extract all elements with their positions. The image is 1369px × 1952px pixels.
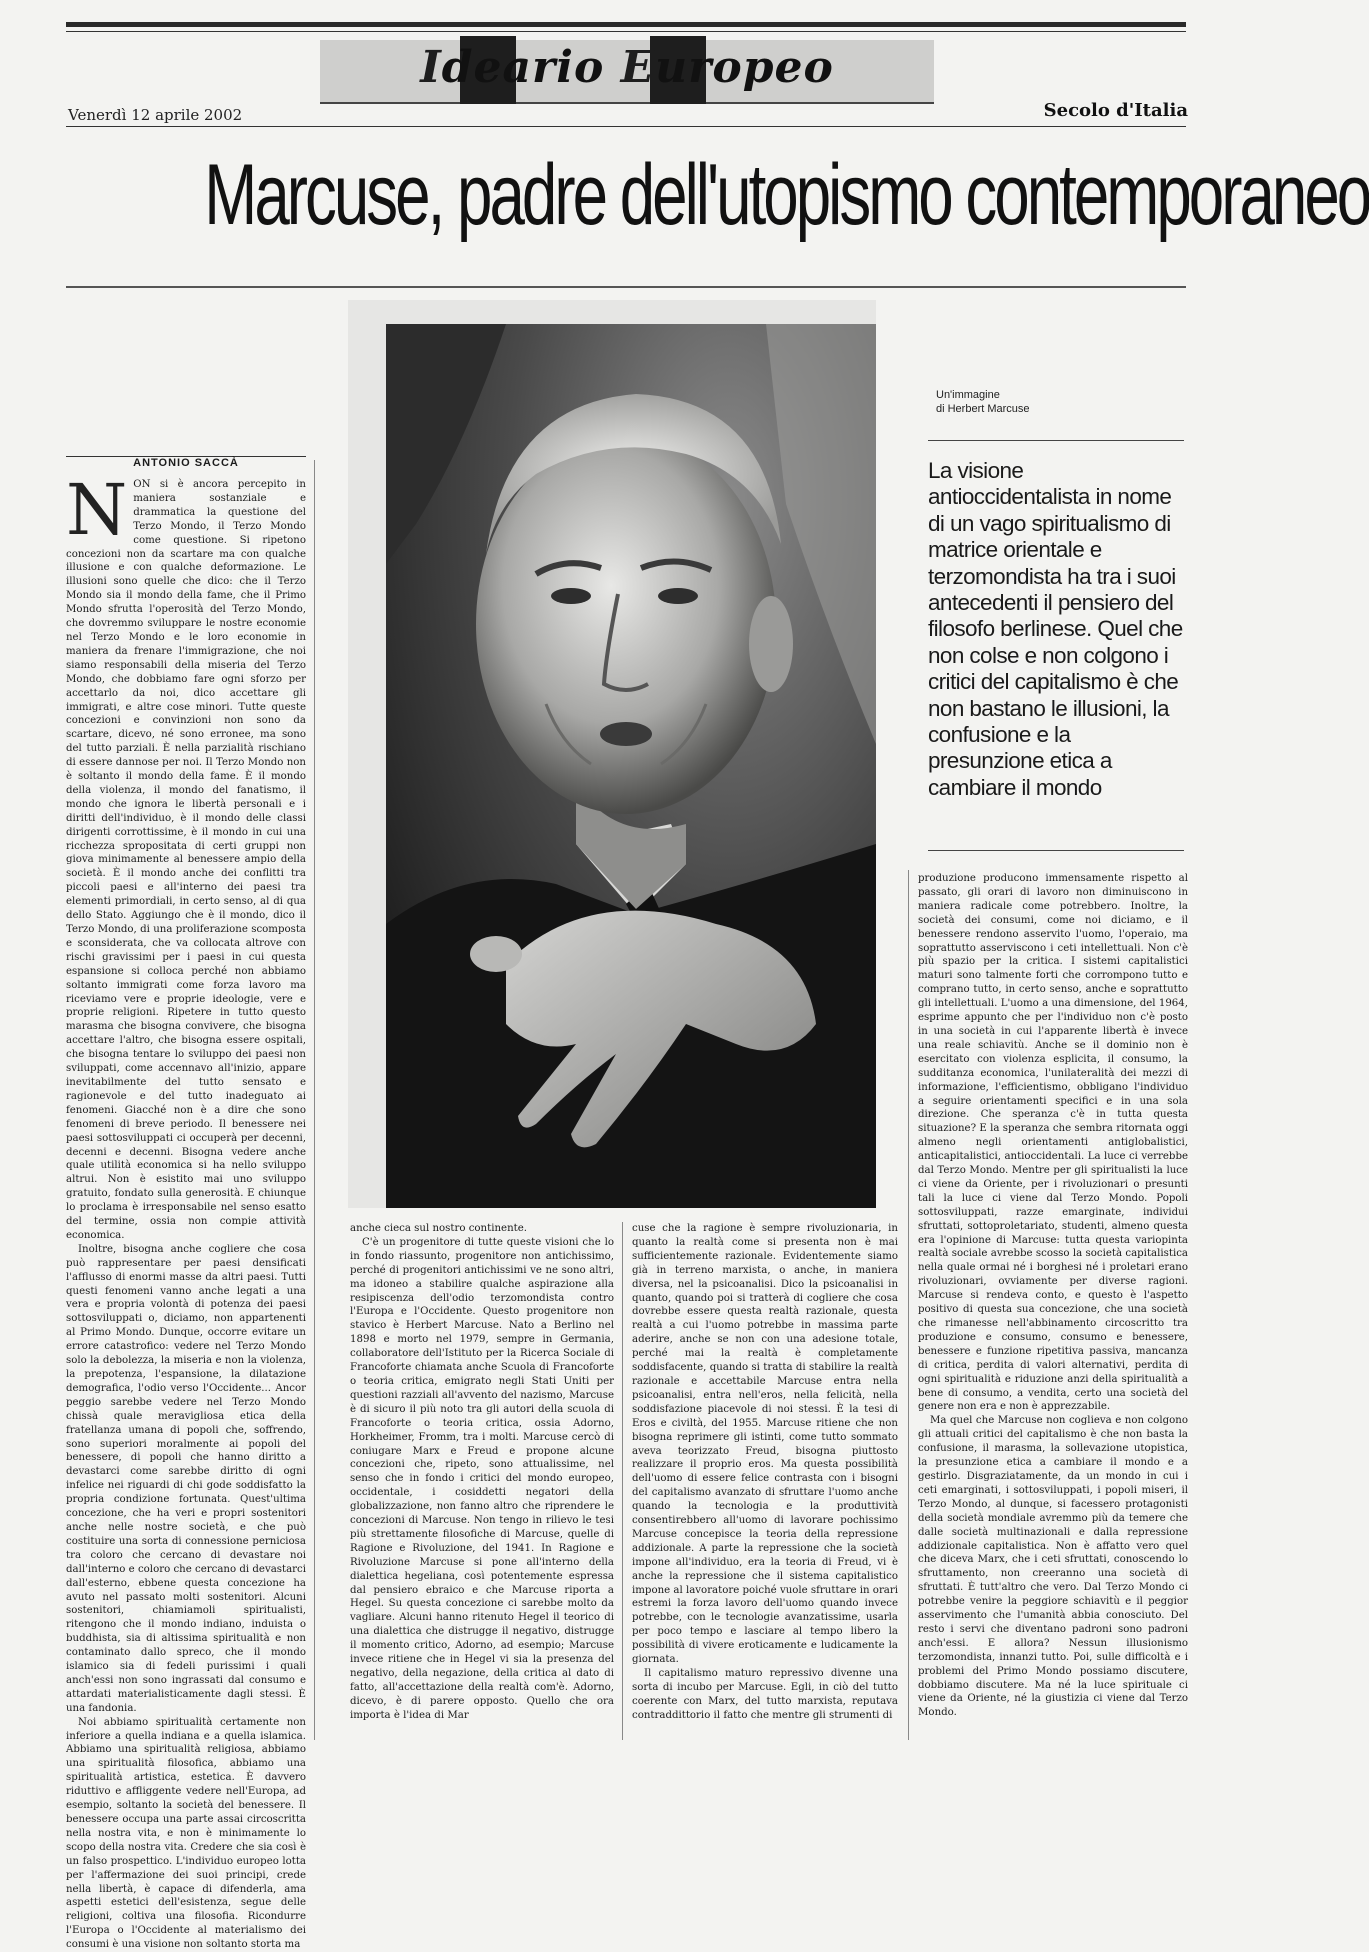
column-divider — [622, 1222, 623, 1740]
article-column-3 — [632, 1222, 898, 1740]
section-title-word1: deario — [441, 42, 621, 93]
paragraph: Noi abbiamo spiritualità certamente non inferiore a quella indiana e a quella islamica. Abbiamo una spiritualità religiosa, abbiamo una spiritualità filosofica, abbiamo una spiritualità artistica, estetica. È davvero riduttivo e affliggente vedere nell'Europa, ad esempio, soltanto la società del benessere. Il benessere occupa una parte assai circoscritta nella nostra vita, e non è minimamente lo scopo della nostra vita. Credere che sia così è un falso prospettico. L'individuo europeo lotta per l'affermazione dei suoi principi, crede nella libertà, è capace di difenderla, ama aspetti estetici dell'esistenza, segue delle religioni, coltiva una filosofia. Ricondurre l'Europa o l'Occidente al materialismo dei consumi è una visione non soltanto storta ma — [66, 1716, 306, 1951]
header-rule — [66, 126, 1186, 127]
paragraph: Il capitalismo maturo repressivo divenne una sorta di incubo per Marcuse. Egli, in ciò del tutto coerente con Marx, del tutto marxista, reputava contraddittorio il fatto che mentre gli strumenti di — [632, 1668, 898, 1721]
pullquote-rule-bottom — [928, 850, 1184, 851]
headline-rule — [66, 286, 1186, 288]
article-column-4 — [918, 872, 1188, 1740]
paragraph: anche cieca sul nostro continente. — [350, 1223, 527, 1234]
caption-line-2: di Herbert Marcuse — [936, 403, 1030, 415]
pullquote-rule-top — [928, 440, 1184, 441]
paragraph: produzione producono immensamente rispetto al passato, gli orari di lavoro non diminuiscono in maniera radicale come potrebbero. Inoltre, la società dei consumi, come noi diciamo, e il benessere rendono asservito l'uomo, l'operaio, ma soprattutto asserviscono i ceti intellettuali. Non c'è più spazio per la critica. I sistemi capitalistici maturi sono talmente forti che corrompono tutto e comprano tutto, in certo senso, anche e soprattutto gli intellettuali. L'uomo a una dimensione, del 1964, esprime appunto che per l'individuo non c'è posto in una società in cui l'apparente libertà è invece una reale schiavitù. Anche se il dominio non è esercitato con violenza esplicita, il consumo, la sudditanza economica, l'unilateralità dei mezzi di informazione, l'efficientismo, obbligano l'individuo a seguire orientamenti specifici e in una sola direzione. Che speranza c'è in tutta questa situazione? E la speranza che sembra ritornata oggi almeno negli orientamenti antiglobalistici, anticapitalistici, antioccidentali. La luce ci verrebbe dal Terzo Mondo. Mentre per gli spiritualisti la luce ci viene da Oriente, per i rivoluzionari o presunti tali la luce ci viene dal Terzo Mondo. Popoli sottosviluppati, razze emarginate, individui sfruttati, sottoproletariato, studenti, almeno questa era l'opinione di Marcuse: tutta questa variopinta realtà sociale avrebbe scosso la società capitalistica nella quale ormai né i borghesi né i proletari erano rivoluzionari, ovviamente per diverse ragioni. Marcuse si rendeva conto, e questo è l'aspetto positivo di questa sua concezione, che una società che rimanesse nell'abbinamento circoscritto tra produzione e consumo, consumo e benessere, benessere e funzione ripetitiva passiva, mancanza di critica, perdita di valori alternativi, perdita di ogni spiritualità e riduzione anzi della spiritualità a bene di consumo, a vendita, certo una società del genere non era e non è apprezzabile. — [918, 873, 1188, 1413]
headline: Marcuse, padre dell'utopismo contemporaneo — [204, 147, 1369, 243]
paragraph: ON si è ancora percepito in maniera sostanziale e drammatica la questione del Terzo Mondo, il Terzo Mondo come questione. Si ripetono concezioni non da scartare ma con qualche illusione e con qualche deformazione. Le illusioni sono quelle che dico: che il Terzo Mondo sia il mondo della fame, che il Primo Mondo sfrutta l'operosità del Terzo Mondo, che dovremmo sviluppare le nostre economie nel Terzo Mondo e le loro economie in maniera da frenare l'immigrazione, che noi siamo responsabili della miseria del Terzo Mondo, che dobbiamo fare ogni sforzo per accettarlo da noi, dico accettare gli immigrati, e altre cose minori. Tutte queste concezioni e convinzioni non sono da scartare, dicevo, né sono erronee, ma sono del tutto parziali. È nella parzialità rischiano di essere dannose per noi. Il Terzo Mondo non è soltanto il mondo della fame. È il mondo della violenza, il mondo del fanatismo, il mondo che ignora le libertà personali e i diritti dell'individuo, è il mondo delle classi dirigenti corrottissime, è il mondo in cui una ricchezza spropositata di certi gruppi non giova minimamente al benessere ampio della società. È il mondo anche dei conflitti tra piccoli paesi e all'interno dei paesi tra elementi primordiali, in certo senso, al di qua dello Stato. Aggiungo che è il mondo, dico il Terzo Mondo, di una proliferazione scomposta e sconsiderata, che va collocata altrove con rischi gravissimi per i paesi in cui questa espansione si colloca perché non abbiamo soltanto immigrati come forza lavoro ma riceviamo vere e proprie ideologie, vere e proprie religioni. Ripetere in tutto questo marasma che bisogna convivere, che bisogna accettare l'altro, che bisogna essere ospitali, che bisogna tentare lo sviluppo dei paesi non sviluppati, come accennavo all'inizio, appare inevitabilmente del tutto sensato e ragionevole e del tutto inadeguato ai fenomeni. Giacché non è a dire che sono fenomeni di breve periodo. Il benessere nei paesi sottosviluppati ci occuperà per decenni, decenni e decenni. Bisogna vedere anche quale utilità economica si ha nello sviluppo altrui. Non è esistito mai uno sviluppo gratuito, fondato sulla generosità. E chiunque lo proclama è irresponsabile nel senso esatto del termine, ossia non compie attività economica. — [66, 479, 306, 1241]
paragraph: cuse che la ragione è sempre rivoluzionaria, in quanto la realtà come si presenta non è mai sufficientemente razionale. Evidentemente siamo già in terreno marxista, o anche, in maniera diversa, nel la psicoanalisi. Dico la psicoanalisi in quanto, quando poi si tratterà di cogliere che cosa dovrebbe essere questa realtà razionale, questa realtà a cui l'uomo potrebbe in massima parte aderire, anche se non con una adesione totale, perché mai la realtà è completamente soddisfacente, quando si tratta di stabilire la realtà razionale e accettabile Marcuse entra nella psicoanalisi, entra nell'eros, nella felicità, nella soddisfazione piacevole di noi stessi. È la tesi di Eros e civiltà, del 1955. Marcuse ritiene che non bisogna reprimere gli istinti, come tutto sommato aveva teorizzato Freud, bisogna piuttosto realizzare il proprio eros. Ma questa possibilità dell'uomo di essere felice contrasta con i bisogni del capitalismo avanzato di sfruttare l'uomo anche quando la tecnologia e la produttività consentirebbero all'uomo di lavorare pochissimo Marcuse concepisce la teoria della repressione addizionale. A parte la repressione che la società impone all'individuo, era la teoria di Freud, vi è anche la repressione che il sistema capitalistico impone al lavoratore poiché vuole sfruttare in orari estremi la forza lavoro dell'uomo quando invece potrebbe, con le tecnologie avanzatissime, usarla per poco tempo e lasciare al tempo libero la possibilità di vivere eroticamente e ludicamente la giornata. — [632, 1223, 899, 1666]
section-banner — [320, 40, 934, 104]
paragraph: Ma quel che Marcuse non coglieva e non colgono gli attuali critici del capitalismo è che non basta la confusione, il marasma, la sollevazione utopistica, la presunzione etica a cambiare il mondo e a gestirlo. Disgraziatamente, da un mondo in cui i ceti emarginati, i sottosviluppati, i popoli miseri, il Terzo Mondo, al dunque, si facessero protagonisti della società mondiale avremmo più da temere che dalle società multinazionali e dalla repressione addizionale capitalistica. Non è affatto vero quel che diceva Marx, che i ceti sfruttati, conoscendo lo sfruttamento, non creeranno una società di sfruttati. È tutt'altro che vero. Dal Terzo Mondo ci potrebbe venire la peggiore schiavitù e il peggior asservimento che l'umanità abbia conosciuto. Del resto i servi che diventano padroni sono padroni anch'essi. E allora? Nessun illusionismo terzomondista, innanzi tutto. Poi, sulle difficoltà e i problemi del Primo Mondo possiamo discutere, dobbiamo discutere. Ma né la luce spirituale ci viene da Oriente, né la giustizia ci viene dal Terzo Mondo. — [918, 1415, 1188, 1719]
marcuse-portrait-photo — [386, 324, 876, 1208]
author-byline: ANTONIO SACCÀ — [133, 457, 239, 469]
drop-cap: N — [66, 469, 128, 551]
pull-quote: La visione antioccidentalista in nome di un vago spiritualismo di matrice orientale e terzomondista ha tra i suoi antecedenti il pensiero del filosofo berlinese. Quel che non colse e non colgono i critici del capitalismo è che non bastano le illusioni, la confusione e la presunzione etica a cambiare il mondo — [928, 458, 1183, 800]
section-title-cap2: E — [620, 42, 656, 93]
paragraph: C'è un progenitore di tutte queste visioni che lo in fondo riassunto, progenitore non antichissimo, perché di progenitori antichissimi ve ne sono altri, ma idoneo a stabilire qualche aspirazione alla resipiscenza dell'odio terzomondista contro l'Europa e l'Occidente. Questo progenitore non stavico è Herbert Marcuse. Nato a Berlino nel 1898 e morto nel 1979, sempre in Germania, collaboratore dell'Istituto per la Ricerca Sociale di Francoforte chiamata anche Scuola di Francoforte o teoria critica, emigrato negli Stati Uniti per questioni razziali all'avvento del nazismo, Marcuse è di sicuro il più noto tra gli autori della scuola di Francoforte o teoria critica, ossia Adorno, Horkheimer, Fromm, tra i molti. Marcuse cercò di coniugare Marx e Freud e propone alcune concezioni che, ripeto, sono attualissime, nel senso che in fondo i critici del mondo europeo, occidentale, i cosiddetti negatori della globalizzazione, non fanno altro che riprendere le concezioni di Marcuse. Non tengo in rilievo le tesi più strettamente filosofiche di Marcuse, quelle di Ragione e Rivoluzione, del 1941. In Ragione e Rivoluzione Marcuse si pone all'interno della dialettica hegeliana, così potentemente espressa dal pensiero ebraico e che Marcuse riporta a Hegel. Su questa concezione ci sarebbe molto da vagliare. Alcuni hanno ritenuto Hegel il teorico di una dialettica che distrugge il negativo, distrugge il momento critico, Adorno, ad esempio; Marcuse invece ritiene che in Hegel vi sia la presenza del negativo, della negazione, della critica al dato di fatto, all'accettazione della realtà com'è. Adorno, dicevo, è di parere opposto. Quello che ora importa è l'idea di Mar — [350, 1236, 614, 1721]
top-thin-rule — [66, 31, 1186, 32]
section-title — [320, 42, 934, 93]
column-divider — [314, 460, 315, 1740]
section-title-word2: uropeo — [655, 42, 834, 93]
article-column-1 — [66, 469, 306, 1951]
caption-line-1: Un'immagine — [936, 389, 1000, 401]
top-rule — [66, 22, 1186, 27]
issue-date: Venerdì 12 aprile 2002 — [68, 106, 243, 124]
paragraph: Inoltre, bisogna anche cogliere che cosa può rappresentare per paesi densificati l'afflusso di enormi masse da altri paesi. Tutti questi fenomeni vanno anche legati a una vera e propria volontà di potenza dei paesi sottosviluppati o, diciamo, non appartenenti al Primo Mondo. Dunque, occorre evitare un errore catastrofico: vedere nel Terzo Mondo solo la debolezza, la miseria e non la violenza, la prepotenza, l'espansione, la dilatazione demografica, l'odio verso l'Occidente... Ancor peggio sarebbe vedere nel Terzo Mondo chissà quale meravigliosa etica della fratellanza umana di popoli che, soffrendo, sono superiori moralmente ai popoli del benessere, di popoli che hanno diritto a devastarci come sarebbe diritto di ogni infelice nei riguardi di chi gode soddisfatto la propria condizione fortunata. Quest'ultima concezione, che ha veri e propri sostenitori anche nelle nostre società, e che può costituire una sorta di connessione perniciosa tra coloro che cercano di devastare noi dall'interno e coloro che cercano di devastarci dall'esterno, ebbene questa concezione ha avuto nel passato molti sostenitori. Alcuni sostenitori, chiamiamoli spiritualisti, ritengono che il mondo indiano, induista o buddhista, sia di altissima spiritualità e non contaminato dallo spreco, che il mondo islamico sia di fedeli purissimi i quali anch'essi non sono ingrassati dal consumo e attardati materialisticamente dagli stessi. È una fandonia. — [66, 1243, 306, 1714]
newspaper-name: Secolo d'Italia — [1043, 100, 1188, 121]
section-title-cap1: I — [420, 42, 442, 93]
photo-caption — [936, 388, 1030, 416]
column-divider — [908, 870, 909, 1740]
article-column-2 — [350, 1222, 614, 1740]
